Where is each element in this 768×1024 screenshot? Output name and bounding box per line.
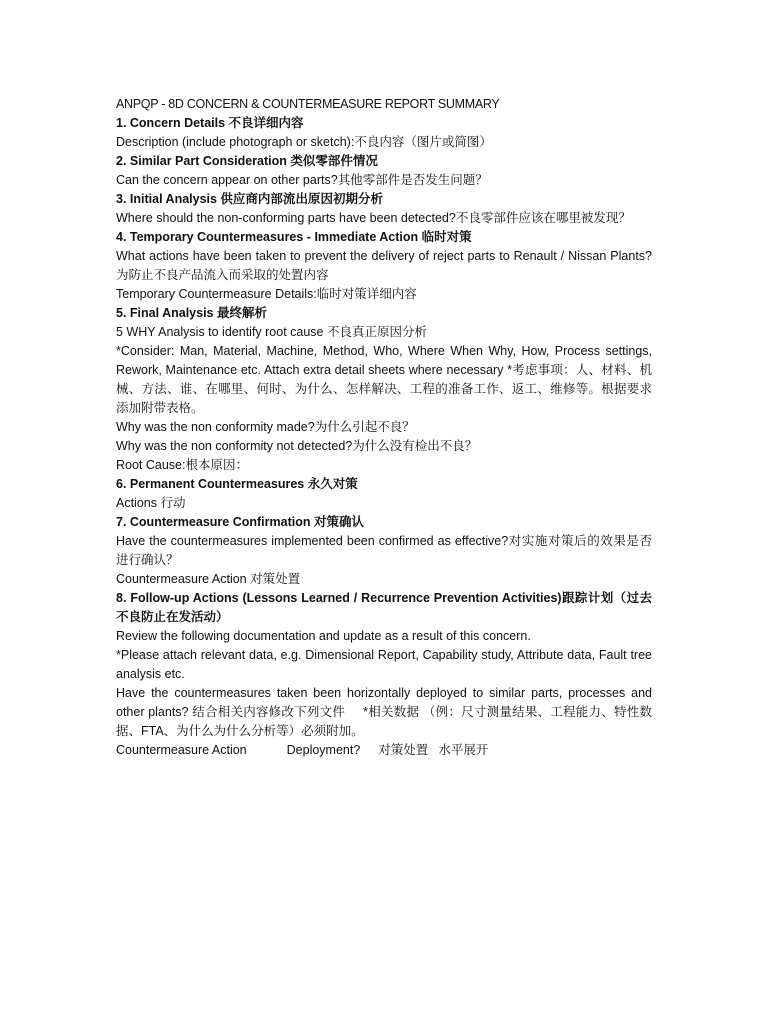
prevention-question: What actions have been taken to prevent the delivery of reject parts to Renault / Nissan Plants? [116,249,652,263]
five-why-label-zh: 不良真正原因分析 [327,325,428,339]
consider-note-zh: *考虑事项：人、材料、机械、方法、谁、在哪里、何时、为什么、怎样解决、工程的准备工作、返工、维修等。根据要求添加附带表格。 [116,363,652,415]
why-made-question: Why was the non conformity made? [116,420,315,434]
section-5-heading: 5. Final Analysis 最终解析 [116,306,267,320]
section-5-why [116,323,652,342]
why-not-detected-question-zh: 为什么没有检出不良？ [352,439,478,453]
section-8-review: Review the following documentation and update as a result of this concern. [116,629,531,643]
consider-note: *Consider: Man, Material, Machine, Method, Who, Where When Why, How, Process settings, Rework, Maintenance etc. Attach extra detail sheets where necessary [116,344,652,377]
footer-countermeasure-action: Countermeasure Action [116,743,247,757]
section-5-made [116,418,652,437]
footer-countermeasure-action-zh: 对策处置 [378,743,429,757]
why-not-detected-question: Why was the non conformity not detected? [116,439,353,453]
section-1-heading: 1. Concern Details 不良详细内容 [116,116,304,130]
section-6-actions [116,494,652,513]
root-cause-label-zh: 根本原因： [185,458,248,472]
section-1-description [116,133,652,152]
section-4-details [116,285,652,304]
actions-label-zh: 行动 [160,496,186,510]
document-page [116,95,652,760]
section-2-heading: 2. Similar Part Consideration 类似零部件情况 [116,154,378,168]
section-4-question [116,247,652,285]
section-3-heading: 3. Initial Analysis 供应商内部流出原因初期分析 [116,192,383,206]
countermeasure-action-label: Countermeasure Action [116,572,247,586]
section-2-question [116,171,652,190]
section-3-question [116,209,652,228]
why-made-question-zh: 为什么引起不良？ [314,420,415,434]
section-7-heading: 7. Countermeasure Confirmation 对策确认 [116,515,364,529]
confirmation-question-zh: 对实施对策后的效果是否进行确认？ [116,534,652,567]
footer-deployment: Deployment? [286,743,361,757]
temporary-details-label: Temporary Countermeasure Details: [116,287,317,301]
detection-question: Where should the non-conforming parts have been detected? [116,211,456,225]
section-5-detected [116,437,652,456]
description-label: Description (include photograph or sketch): [116,135,355,149]
root-cause-label: Root Cause: [116,458,186,472]
section-8-footer [116,741,652,760]
prevention-question-zh: 为防止不良产品流入而采取的处置内容 [116,268,329,282]
required-data-note-zh: *相关数据 （例：尺寸测量结果、工程能力、特性数据、FTA、为什么为什么分析等）必须附加。 [116,705,652,738]
detection-question-zh: 不良零部件应该在哪里被发现？ [455,211,631,225]
similar-part-question: Can the concern appear on other parts? [116,173,338,187]
deployment-question-zh: 结合相关内容修改下列文件 [192,705,346,719]
section-8-attach: *Please attach relevant data, e.g. Dimensional Report, Capability study, Attribute data, Fault tree analysis etc. [116,648,652,681]
section-6-heading: 6. Permanent Countermeasures 永久对策 [116,477,358,491]
section-4-heading: 4. Temporary Countermeasures - Immediate Action 临时对策 [116,230,472,244]
countermeasure-action-label-zh: 对策处置 [250,572,301,586]
footer-deployment-zh: 水平展开 [438,743,489,757]
section-8-heading: 8. Follow-up Actions (Lessons Learned / Recurrence Prevention Activities)跟踪计划（过去不良防止在发活动） [116,591,652,624]
actions-label: Actions [116,496,157,510]
confirmation-question: Have the countermeasures implemented been confirmed as effective? [116,534,509,548]
section-5-consider [116,342,652,418]
similar-part-question-zh: 其他零部件是否发生问题？ [337,173,488,187]
description-label-zh: 不良内容（图片或简图） [354,135,492,149]
section-7-question [116,532,652,570]
temporary-details-label-zh: 临时对策详细内容 [316,287,417,301]
section-7-action [116,570,652,589]
section-8-deployment [116,684,652,741]
deployment-question: Have the countermeasures taken been horizontally deployed to similar parts, processes and other plants? [116,686,652,719]
report-title: ANPQP - 8D CONCERN & COUNTERMEASURE REPORT SUMMARY [116,97,500,111]
five-why-label: 5 WHY Analysis to identify root cause [116,325,324,339]
section-5-root [116,456,652,475]
